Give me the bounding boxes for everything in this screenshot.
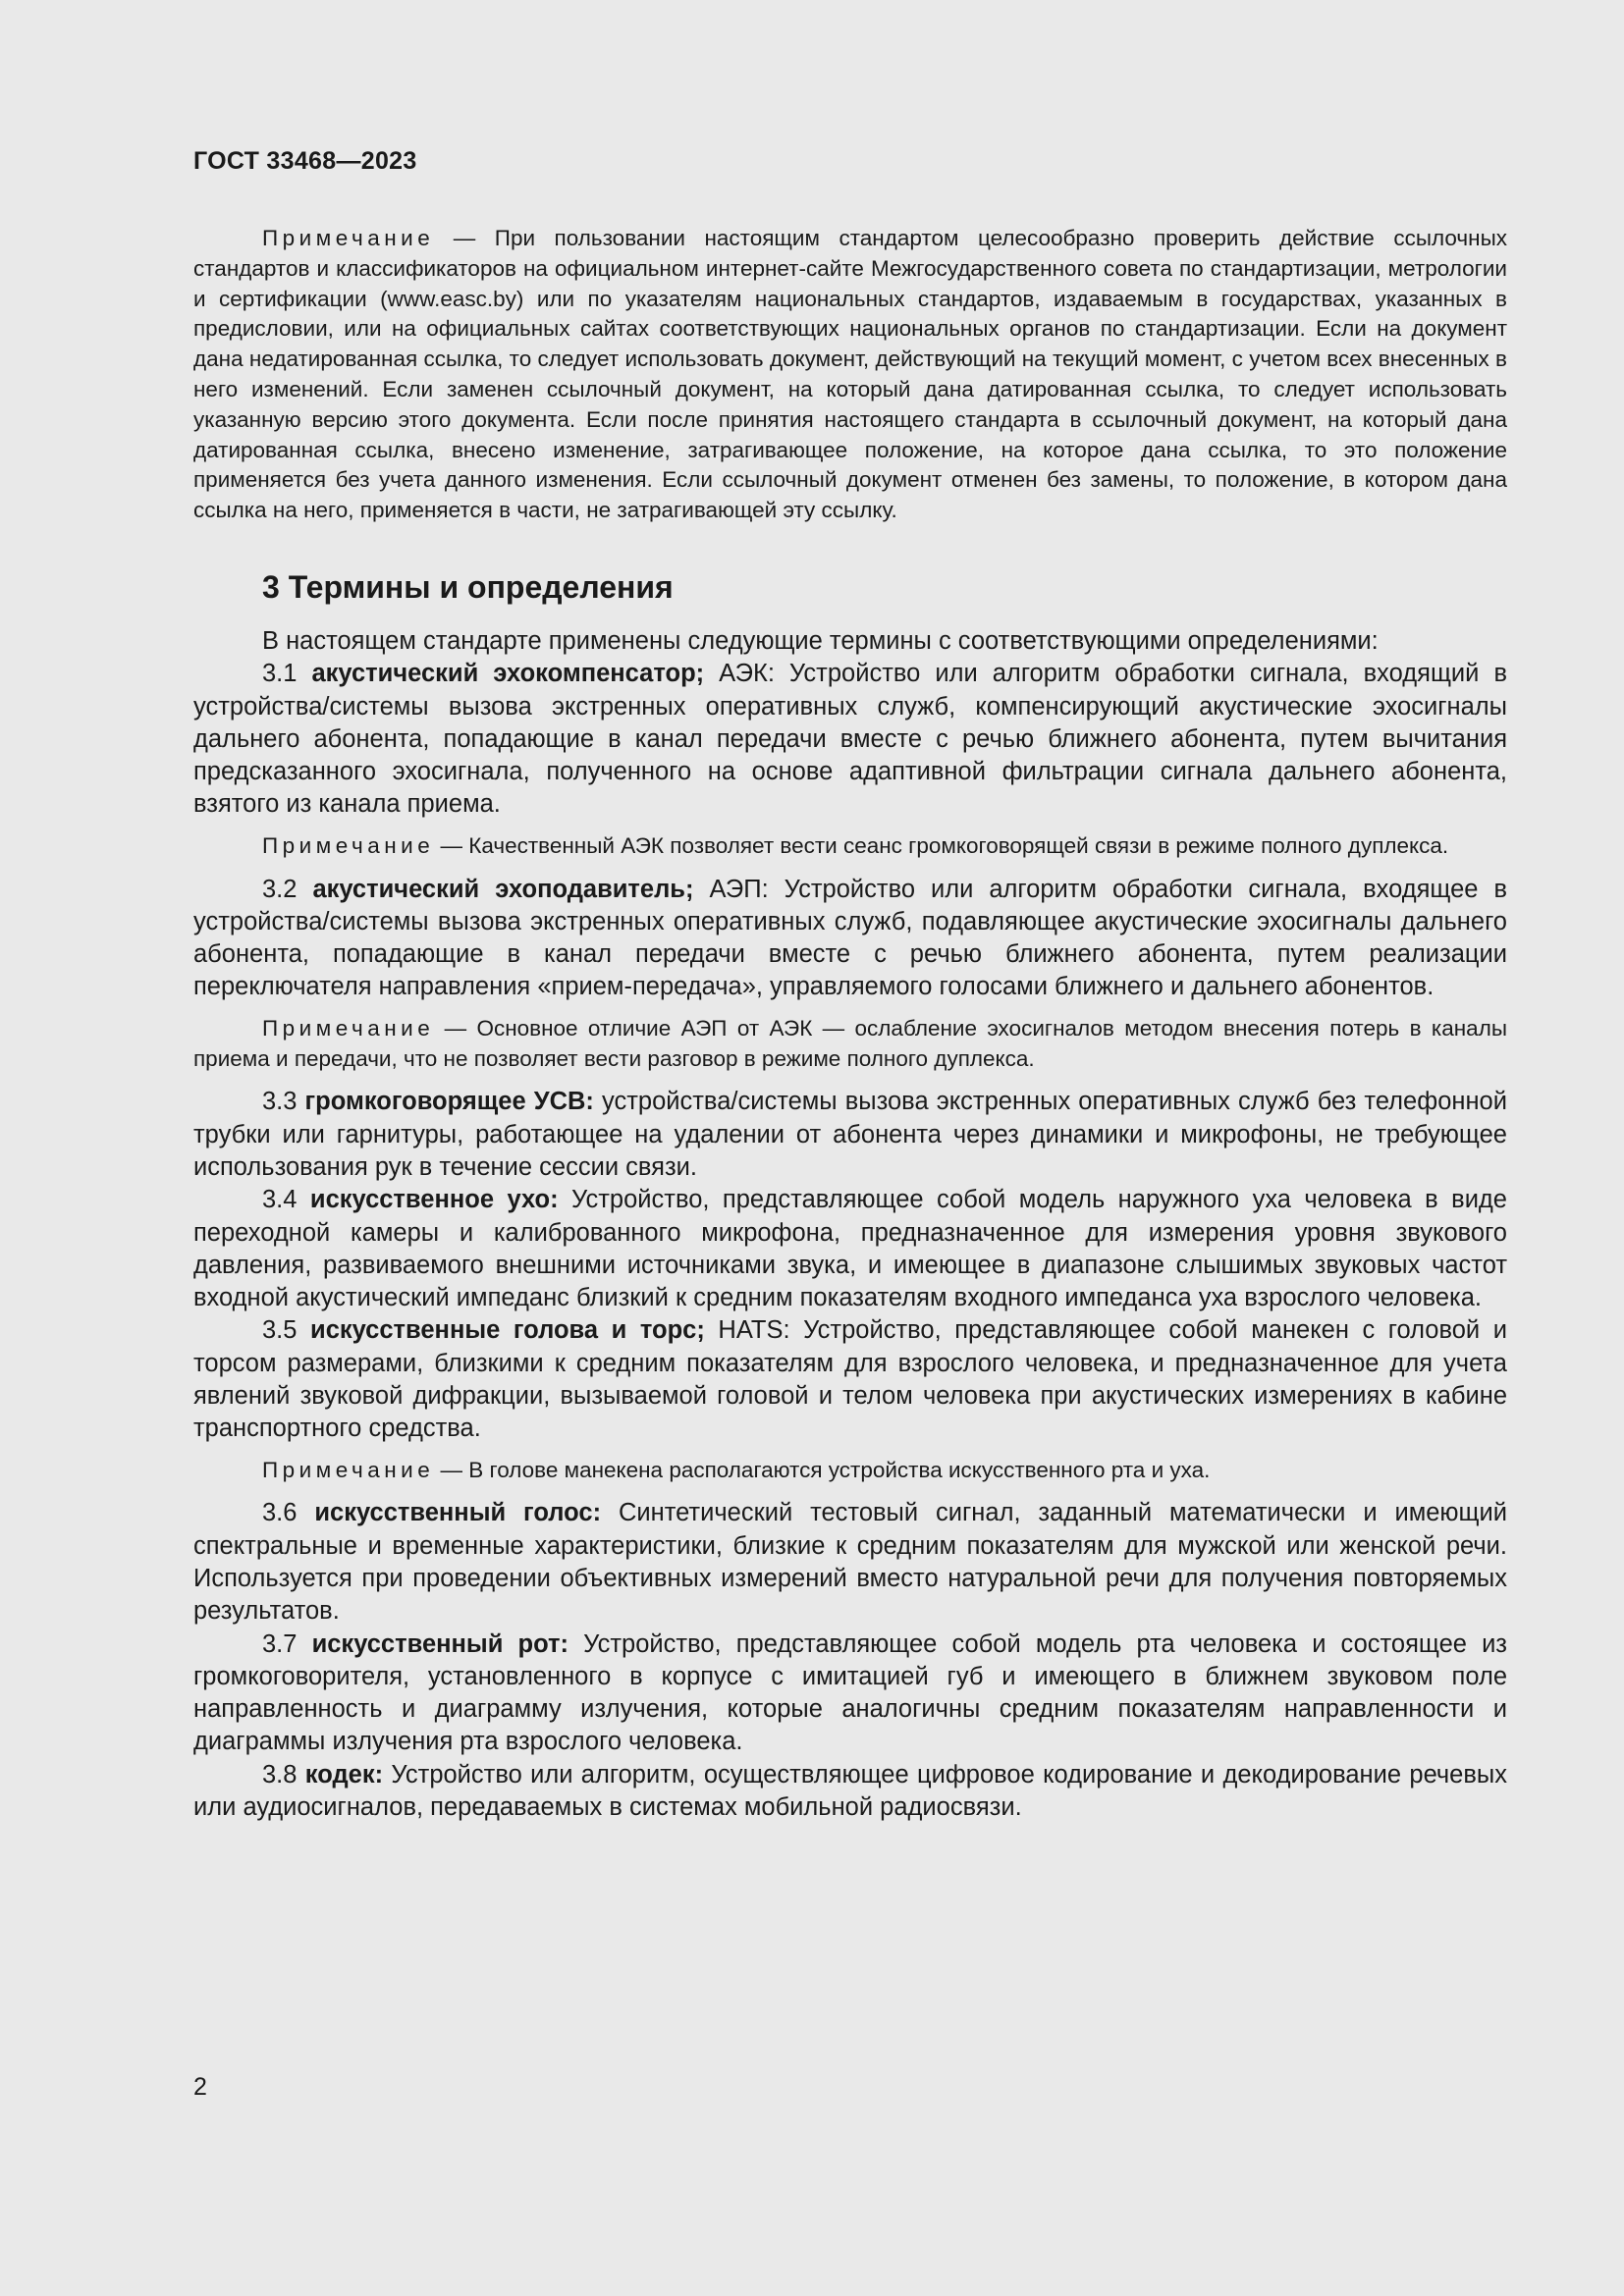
- term-name: кодек:: [304, 1760, 384, 1789]
- term-name: искусственные голова и торс;: [310, 1316, 705, 1345]
- term-number: 3.6: [262, 1499, 298, 1527]
- document-code-header: ГОСТ 33468—2023: [193, 147, 417, 175]
- term-number: 3.5: [262, 1316, 298, 1345]
- note-text: В голове манекена располагаются устройства искусственного рта и уха.: [468, 1457, 1211, 1482]
- term-number: 3.8: [262, 1760, 298, 1789]
- term-number: 3.1: [262, 660, 298, 688]
- note-text: Качественный АЭК позволяет вести сеанс громкоговорящей связи в режиме полного дуплекса.: [468, 832, 1449, 858]
- term-definition: HATS: Устройство, представляющее собой манекен с головой и торсом размерами, близкими к средним показателям для взрослого человека, и предназначенное для учета явлений звуковой дифракции, вызываемой головой и телом человека при акустических измерениях в кабине транспортного средства.: [193, 1316, 1507, 1443]
- note-label: Примечание: [262, 226, 435, 250]
- term-name: искусственный рот:: [311, 1629, 568, 1658]
- term-name: акустический эхоподавитель;: [312, 875, 694, 903]
- term-name: акустический эхокомпенсатор;: [311, 660, 705, 688]
- term-definition: Устройство, представляющее собой модель рта человека и состоящее из громкоговорителя, установленного в корпусе с имитацией губ и имеющего в ближнем звуковом поле направленность и диаграмму излучения, которые аналогичны средним показателям направленности и диаграммы излучения рта взрослого человека.: [193, 1629, 1508, 1756]
- term-name: искусственное ухо:: [309, 1186, 559, 1214]
- term-name: громкоговорящее УСВ:: [304, 1088, 594, 1116]
- term-note-3-2: [193, 1014, 1507, 1075]
- term-definition: Устройство или алгоритм, осуществляющее цифровое кодирование и декодирование речевых или аудиосигналов, передаваемых в системах мобильной радиосвязи.: [193, 1760, 1507, 1822]
- term-3-7: [193, 1629, 1507, 1759]
- term-name: искусственный голос:: [314, 1499, 602, 1527]
- note-text: Основное отличие АЭП от АЭК — ослабление эхосигналов методом внесения потерь в каналы приема и передачи, что не позволяет вести разговор в режиме полного дуплекса.: [193, 1015, 1507, 1071]
- note-dash: —: [434, 226, 495, 250]
- note-dash: —: [434, 1457, 469, 1482]
- term-definition: АЭП: Устройство или алгоритм обработки сигнала, входящее в устройства/системы вызова экстренных оперативных служб, подавляющее акустические эхосигналы дальнего абонента, попадающие в канал передачи вместе с речью ближнего абонента, путем реализации переключателя направления «прием-передача», управляемого голосами ближнего и дальнего абонентов.: [193, 875, 1508, 1001]
- term-number: 3.7: [262, 1629, 298, 1658]
- term-definition: Синтетический тестовый сигнал, заданный математически и имеющий спектральные и временные характеристики, близкие к средним показателям для мужской или женской речи. Используется при проведении объективных измерений вместо натуральной речи для получения повторяемых результатов.: [193, 1499, 1508, 1626]
- term-3-1: [193, 658, 1507, 821]
- term-definition: Устройство, представляющее собой модель наружного уха человека в виде переходной камеры и калиброванного микрофона, предназначенное для измерения уровня звукового давления, развиваемого внешними источниками звука, и имеющее в диапазоне слышимых звуковых частот входной акустический импеданс близкий к средним показателям входного импеданса уха взрослого человека.: [193, 1186, 1507, 1312]
- note-text: При пользовании настоящим стандартом целесообразно проверить действие ссылочных стандартов и классификаторов на официальном интернет-сайте Межгосударственного совета по стандартизации, метрологии и сертификации (www.easc.by) или по указателям национальных стандартов, издаваемым в государствах, указанных в предисловии, или на официальных сайтах соответствующих национальных органов по стандартизации. Если на документ дана недатированная ссылка, то следует использовать документ, действующий на текущий момент, с учетом всех внесенных в него изменений. Если заменен ссылочный документ, на который дана датированная ссылка, то следует использовать указанную версию этого документа. Если после принятия настоящего стандарта в ссылочный документ, на который дана датированная ссылка, внесено изменение, затрагивающее положение, на которое дана ссылка, то это положение применяется без учета данного изменения. Если ссылочный документ отменен без замены, то положение, в котором дана ссылка на него, применяется в части, не затрагивающей эту ссылку.: [193, 226, 1507, 523]
- note-dash: —: [434, 832, 469, 858]
- term-3-5: [193, 1314, 1507, 1445]
- page-body: [193, 224, 1507, 1824]
- term-3-2: [193, 874, 1507, 1004]
- term-number: 3.2: [262, 875, 298, 903]
- intro-note: [193, 224, 1507, 526]
- term-definition: АЭК: Устройство или алгоритм обработки сигнала, входящий в устройства/системы вызова экстренных оперативных служб, компенсирующий акустические эхосигналы дальнего абонента, попадающие в канал передачи вместе с речью ближнего абонента, путем вычитания предсказанного эхосигнала, полученного на основе адаптивной фильтрации сигнала дальнего абонента, взятого из канала приема.: [193, 660, 1507, 819]
- term-3-6: [193, 1497, 1507, 1628]
- page-number: 2: [193, 2073, 207, 2101]
- section-title: 3 Термины и определения: [262, 568, 674, 605]
- term-3-4: [193, 1184, 1507, 1314]
- term-note-3-1: [193, 831, 1507, 862]
- term-3-8: [193, 1759, 1507, 1825]
- term-definition: устройства/системы вызова экстренных оперативных служб без телефонной трубки или гарнитуры, работающее на удалении от абонента через динамики и микрофоны, не требующее использования рук в течение сессии связи.: [193, 1088, 1507, 1181]
- term-note-3-5: [193, 1456, 1507, 1486]
- note-label: Примечание: [262, 832, 435, 858]
- note-dash: —: [434, 1015, 477, 1041]
- term-number: 3.3: [262, 1088, 298, 1116]
- note-label: Примечание: [262, 1015, 435, 1041]
- section-lead: В настоящем стандарте применены следующие термины с соответствующими определениями:: [262, 626, 1379, 655]
- term-3-3: [193, 1086, 1507, 1184]
- note-label: Примечание: [262, 1457, 435, 1482]
- term-number: 3.4: [262, 1186, 298, 1214]
